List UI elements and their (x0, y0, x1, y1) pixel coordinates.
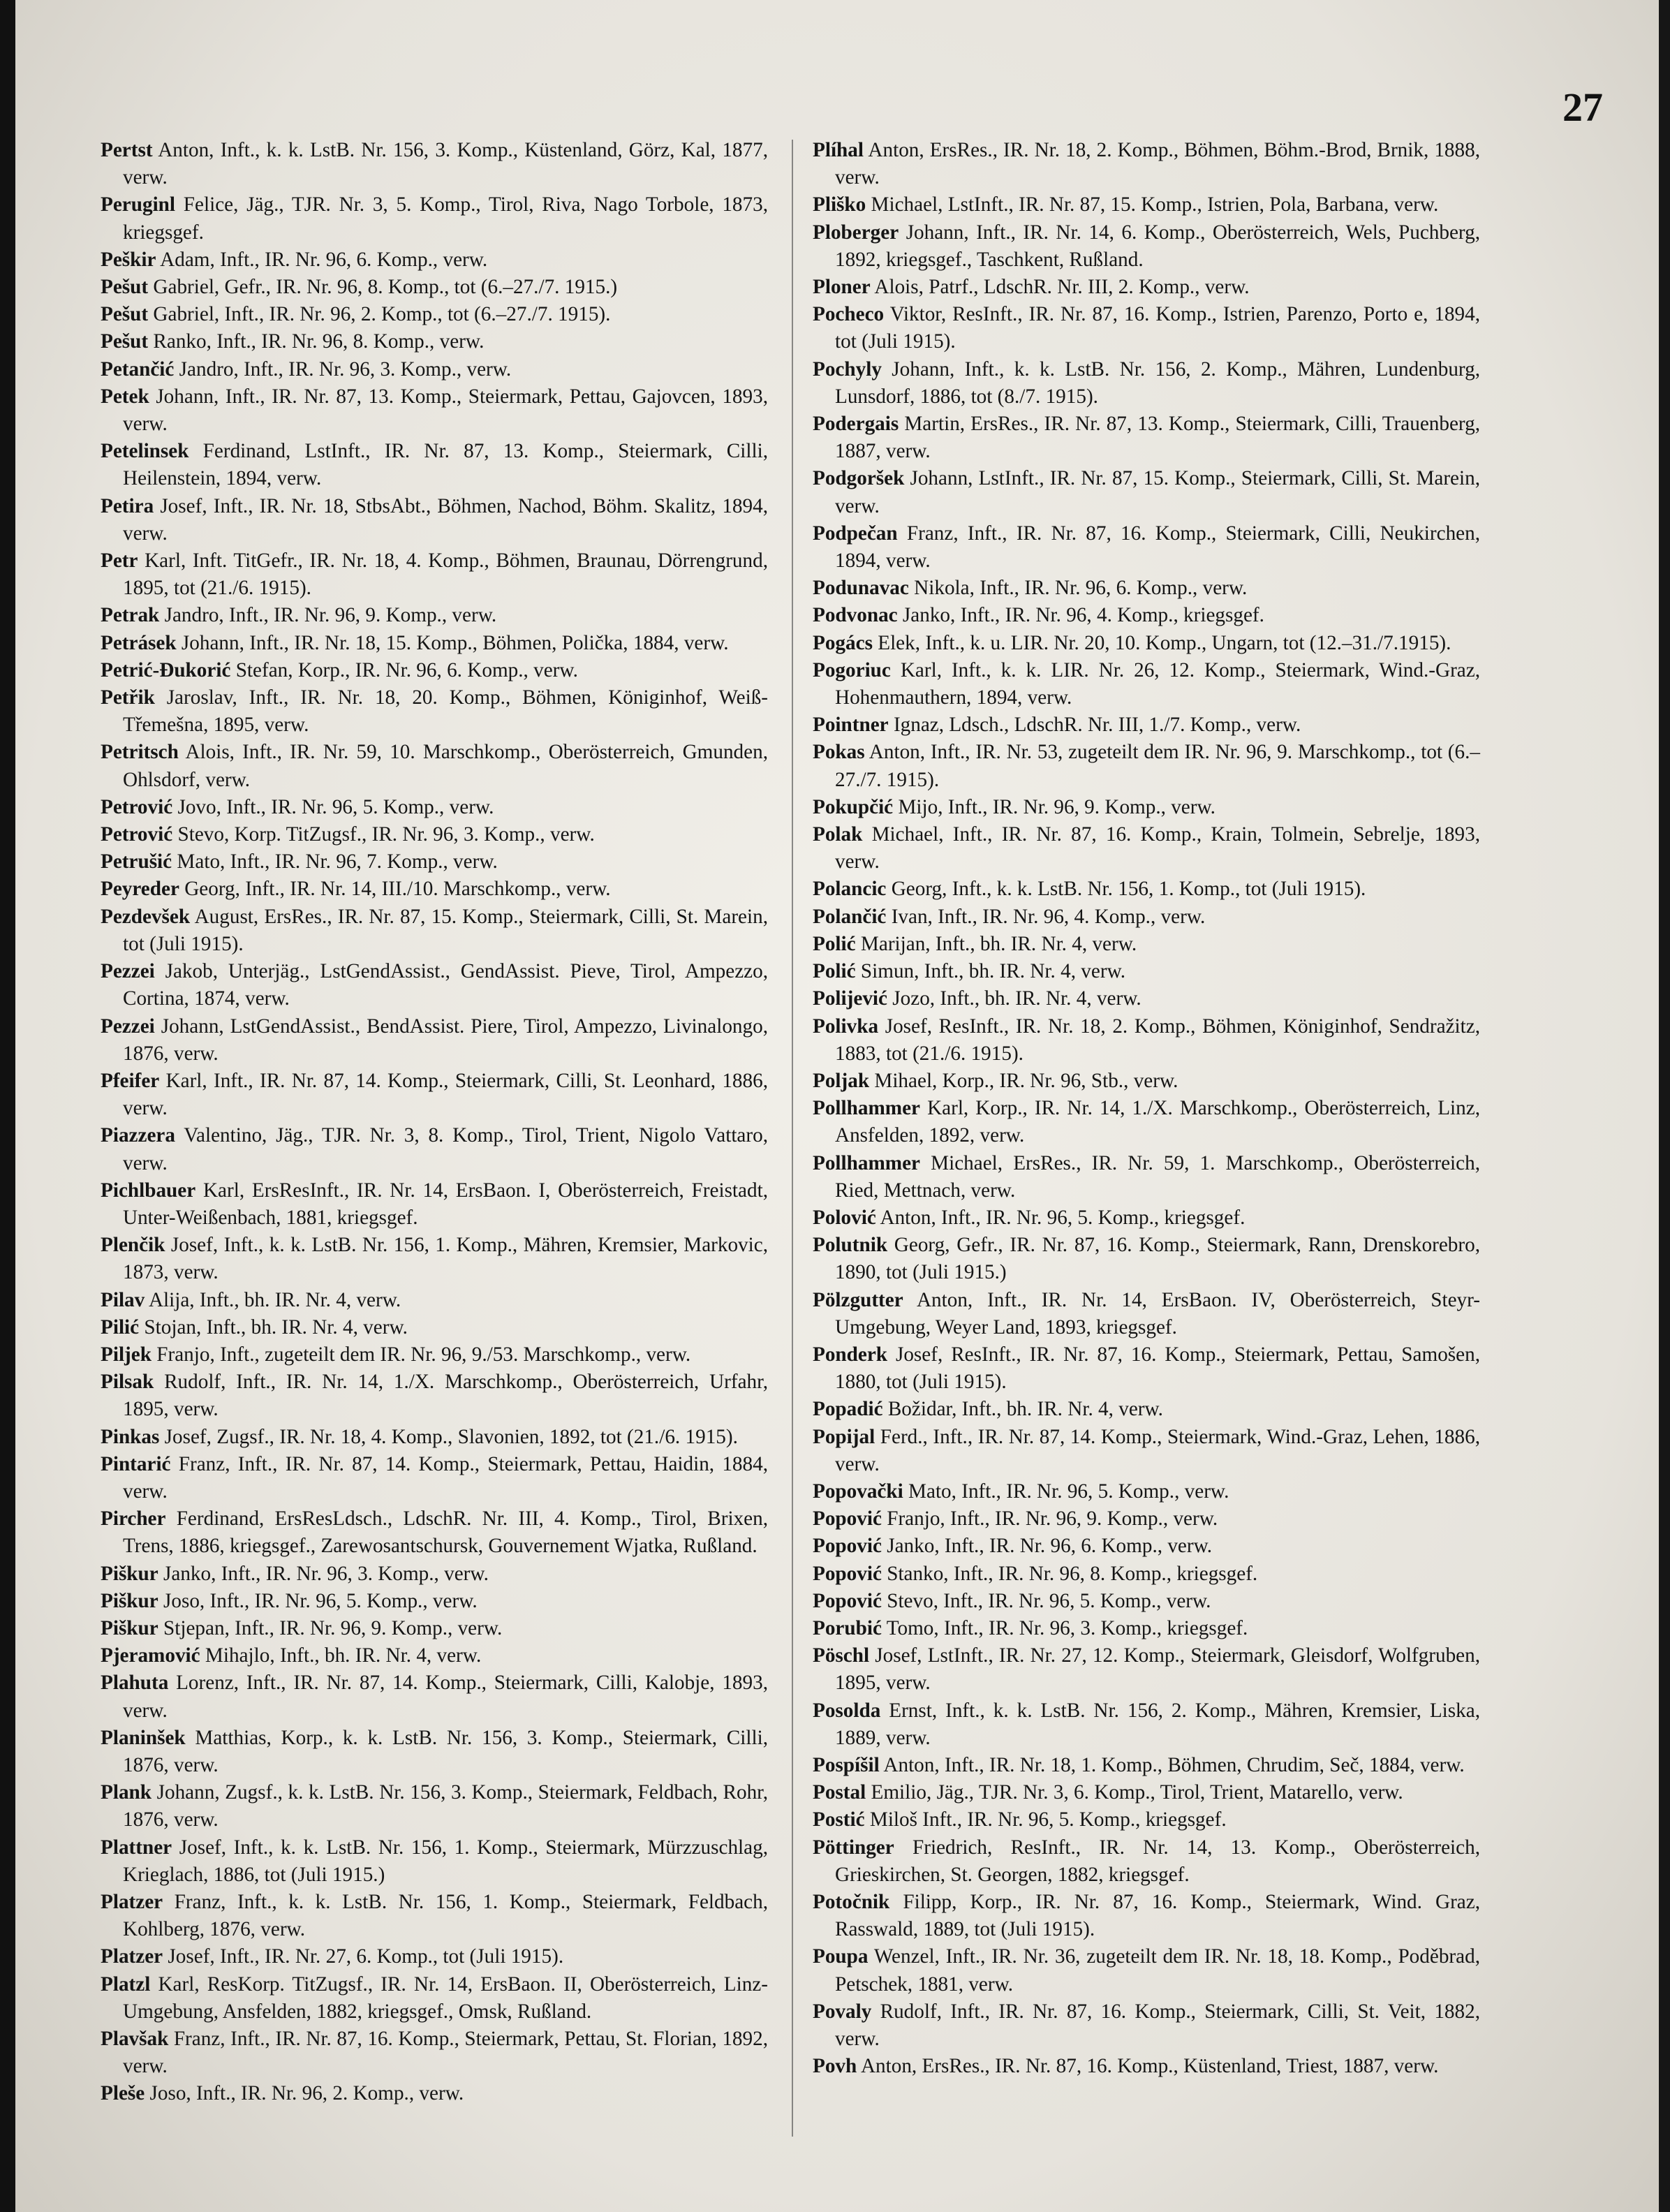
entry-surname: Popadić (813, 1398, 883, 1421)
list-entry (813, 1533, 1480, 1560)
entry-surname: Petrásek (101, 631, 177, 654)
entry-surname: Petrušić (101, 850, 172, 873)
entry-surname: Popović (813, 1535, 882, 1558)
entry-details: Janko, Inft., IR. Nr. 96, 4. Komp., kriegsgef. (902, 604, 1264, 627)
entry-details: Valentino, Jäg., TJR. Nr. 3, 8. Komp., Tirol, Trient, Nigolo Vattaro, verw. (123, 1124, 768, 1174)
entry-surname: Posolda (813, 1699, 881, 1722)
list-entry (101, 602, 768, 629)
entry-details: Johann, LstInft., IR. Nr. 87, 15. Komp., Steiermark, Cilli, St. Marein, verw. (835, 467, 1480, 517)
entry-surname: Plahuta (101, 1672, 169, 1695)
list-entry (813, 1232, 1480, 1286)
list-entry (813, 575, 1480, 602)
entry-details: Mato, Inft., IR. Nr. 96, 7. Komp., verw. (177, 850, 498, 873)
entry-details: Johann, Inft., IR. Nr. 14, 6. Komp., Oberösterreich, Wels, Puchberg, 1892, kriegsgef., Taschkent, Rußland. (835, 221, 1481, 271)
entry-details: Josef, Inft., IR. Nr. 18, StbsAbt., Böhmen, Nachod, Böhm. Skalitz, 1894, verw. (123, 494, 768, 545)
entry-surname: Popovački (813, 1480, 903, 1503)
entry-details: Anton, Inft., IR. Nr. 96, 5. Komp., kriegsgef. (880, 1206, 1246, 1229)
list-entry (813, 1588, 1480, 1615)
entry-details: Joso, Inft., IR. Nr. 96, 5. Komp., verw. (163, 1589, 478, 1612)
entry-details: Jozo, Inft., bh. IR. Nr. 4, verw. (892, 987, 1141, 1010)
entry-surname: Pliško (813, 193, 866, 216)
entry-surname: Postić (813, 1808, 865, 1831)
list-entry (101, 1889, 768, 1943)
entry-surname: Pertst (101, 139, 153, 161)
entry-details: Franz, Inft., IR. Nr. 87, 16. Komp., Steiermark, Pettau, St. Florian, 1892, verw. (123, 2028, 768, 2078)
entry-surname: Peyreder (101, 878, 179, 901)
list-entry (101, 958, 768, 1012)
entry-details: Franz, Inft., IR. Nr. 87, 16. Komp., Steiermark, Cilli, Neukirchen, 1894, verw. (835, 522, 1481, 573)
entry-surname: Polivka (813, 1015, 879, 1038)
list-entry (813, 1013, 1480, 1068)
list-entry (101, 1669, 768, 1724)
list-entry (101, 1834, 768, 1889)
entry-surname: Pogács (813, 631, 873, 654)
entry-surname: Pokas (813, 741, 865, 764)
left-column (101, 137, 768, 2108)
entry-details: Michael, LstInft., IR. Nr. 87, 15. Komp., Istrien, Pola, Barbana, verw. (871, 193, 1439, 216)
list-entry (813, 191, 1480, 219)
entry-details: Gabriel, Gefr., IR. Nr. 96, 8. Komp., tot (6.–27./7. 1915.) (153, 276, 618, 299)
entry-surname: Polutnik (813, 1234, 888, 1257)
entry-details: Karl, ResKorp. TitZugsf., IR. Nr. 14, ErsBaon. II, Oberösterreich, Linz-Umgebung, Ansfelden, 1882, kriegsgef., Omsk, Rußland. (123, 1973, 769, 2023)
list-entry (813, 1752, 1480, 1779)
list-entry (813, 356, 1480, 411)
entry-details: Martin, ErsRes., IR. Nr. 87, 13. Komp., Steiermark, Cilli, Trauenberg, 1887, verw. (835, 413, 1481, 463)
list-entry (813, 465, 1480, 519)
list-entry (101, 794, 768, 821)
entry-surname: Podvonac (813, 604, 898, 627)
entry-details: Johann, Inft., IR. Nr. 87, 13. Komp., Steiermark, Pettau, Gajovcen, 1893, verw. (123, 385, 769, 436)
entry-surname: Pospíšil (813, 1753, 880, 1776)
entry-details: Felice, Jäg., TJR. Nr. 3, 5. Komp., Tirol, Riva, Nago Torbole, 1873, kriegsgef. (123, 193, 768, 244)
list-entry (813, 821, 1480, 876)
list-entry (101, 1561, 768, 1588)
entry-surname: Plíhal (813, 139, 864, 161)
list-entry (813, 1095, 1480, 1149)
list-entry (813, 794, 1480, 821)
entry-details: Janko, Inft., IR. Nr. 96, 6. Komp., verw. (887, 1535, 1213, 1558)
entry-details: Georg, Inft., k. k. LstB. Nr. 156, 1. Komp., tot (Juli 1915). (891, 878, 1366, 901)
entry-details: Ferdinand, LstInft., IR. Nr. 87, 13. Komp., Steiermark, Cilli, Heilenstein, 1894, verw. (123, 440, 768, 490)
entry-details: Karl, Inft. TitGefr., IR. Nr. 18, 4. Komp., Böhmen, Braunau, Dörrengrund, 1895, tot (21./6. 1915). (123, 550, 768, 600)
list-entry (813, 1642, 1480, 1697)
entry-details: Alija, Inft., bh. IR. Nr. 4, verw. (148, 1288, 401, 1311)
page-number: 27 (1562, 84, 1603, 130)
entry-surname: Pintarić (101, 1452, 171, 1475)
entry-surname: Popović (813, 1562, 882, 1585)
entry-details: Mihael, Korp., IR. Nr. 96, Stb., verw. (874, 1069, 1178, 1092)
entry-surname: Polić (813, 932, 856, 955)
list-entry (813, 1287, 1480, 1341)
list-entry (813, 137, 1480, 191)
list-entry (813, 1068, 1480, 1095)
entry-surname: Plenčik (101, 1234, 165, 1257)
list-entry (813, 1943, 1480, 1998)
entry-details: Mato, Inft., IR. Nr. 96, 5. Komp., verw. (908, 1480, 1229, 1503)
entry-details: Janko, Inft., IR. Nr. 96, 3. Komp., verw. (163, 1562, 489, 1585)
entry-details: Nikola, Inft., IR. Nr. 96, 6. Komp., verw. (914, 577, 1248, 600)
entry-surname: Podergais (813, 413, 899, 436)
list-entry (101, 1615, 768, 1642)
list-entry (813, 1615, 1480, 1642)
entry-surname: Petřik (101, 686, 155, 709)
entry-details: Matthias, Korp., k. k. LstB. Nr. 156, 3. Komp., Steiermark, Cilli, 1876, verw. (123, 1726, 768, 1776)
list-entry (101, 876, 768, 903)
entry-details: Anton, Inft., IR. Nr. 18, 1. Komp., Böhmen, Chrudim, Seč, 1884, verw. (883, 1753, 1465, 1776)
entry-details: Viktor, ResInft., IR. Nr. 87, 16. Komp., Istrien, Parenzo, Porto e, 1894, tot (Juli 1915). (835, 303, 1480, 353)
list-entry (101, 547, 768, 602)
entry-surname: Polancic (813, 878, 887, 901)
list-entry (813, 1998, 1480, 2053)
list-entry (813, 1150, 1480, 1204)
entry-details: Karl, Inft., k. k. LIR. Nr. 26, 12. Komp., Steiermark, Wind.-Graz, Hohenmauthern, 1894, verw. (835, 658, 1480, 709)
column-divider (792, 140, 793, 2137)
entry-details: Anton, Inft., IR. Nr. 14, ErsBaon. IV, Oberösterreich, Steyr-Umgebung, Weyer Land, 1893, kriegsgef. (835, 1288, 1480, 1339)
entry-surname: Petr (101, 550, 138, 573)
entry-details: August, ErsRes., IR. Nr. 87, 15. Komp., Steiermark, Cilli, St. Marein, tot (Juli 1915). (123, 905, 768, 955)
entry-details: Joso, Inft., IR. Nr. 96, 2. Komp., verw. (149, 2082, 464, 2105)
entry-surname: Pešut (101, 330, 149, 353)
entry-surname: Pjeramović (101, 1644, 200, 1667)
entry-surname: Petrić-Đukorić (101, 658, 231, 681)
list-entry (813, 520, 1480, 575)
list-entry (101, 328, 768, 355)
list-entry (101, 684, 768, 739)
list-entry (101, 1122, 768, 1177)
entry-surname: Pöttinger (813, 1836, 894, 1859)
entry-surname: Polak (813, 823, 863, 846)
entry-details: Alois, Patrf., LdschR. Nr. III, 2. Komp., verw. (874, 276, 1250, 299)
entry-surname: Polović (813, 1206, 876, 1229)
list-entry (101, 274, 768, 301)
entry-details: Tomo, Inft., IR. Nr. 96, 3. Komp., kriegsgef. (886, 1616, 1248, 1639)
list-entry (813, 1889, 1480, 1943)
entry-details: Gabriel, Inft., IR. Nr. 96, 2. Komp., tot (6.–27./7. 1915). (153, 303, 611, 326)
entry-surname: Pilav (101, 1288, 145, 1311)
entry-details: Franjo, Inft., zugeteilt dem IR. Nr. 96, 9./53. Marschkomp., verw. (156, 1343, 691, 1366)
entry-surname: Pölzgutter (813, 1288, 903, 1311)
entry-details: Stjepan, Inft., IR. Nr. 96, 9. Komp., verw. (163, 1616, 503, 1639)
entry-details: Franz, Inft., k. k. LstB. Nr. 156, 1. Komp., Steiermark, Feldbach, Kohlberg, 1876, verw. (123, 1891, 769, 1941)
entry-surname: Ponderk (813, 1343, 888, 1366)
entry-details: Jandro, Inft., IR. Nr. 96, 3. Komp., verw. (179, 357, 512, 381)
list-entry (101, 493, 768, 547)
entry-surname: Planinšek (101, 1726, 186, 1749)
entry-details: Ferdinand, ErsResLdsch., LdschR. Nr. III, 4. Komp., Tirol, Brixen, Trens, 1886, kriegsgef., Zarewosantschursk, Gouvernement Wjatka, Rußland. (123, 1507, 768, 1558)
entry-surname: Popović (813, 1589, 882, 1612)
list-entry (813, 1424, 1480, 1478)
entry-details: Johann, LstGendAssist., BendAssist. Piere, Tirol, Ampezzo, Livinalongo, 1876, verw. (123, 1015, 768, 1065)
list-entry (101, 2080, 768, 2107)
entry-surname: Piškur (101, 1616, 158, 1639)
entry-surname: Petelinsek (101, 440, 189, 463)
entry-surname: Postal (813, 1781, 866, 1804)
list-entry (101, 246, 768, 274)
entry-details: Božidar, Inft., bh. IR. Nr. 4, verw. (887, 1398, 1163, 1421)
list-entry (101, 1451, 768, 1505)
entry-surname: Piškur (101, 1589, 158, 1612)
entry-details: Franjo, Inft., IR. Nr. 96, 9. Komp., verw. (887, 1507, 1218, 1531)
entry-surname: Pointner (813, 714, 889, 737)
entry-surname: Piazzera (101, 1124, 175, 1147)
entry-details: Anton, Inft., IR. Nr. 53, zugeteilt dem IR. Nr. 96, 9. Marschkomp., tot (6.–27./7. 1915). (835, 741, 1481, 791)
entry-surname: Podunavac (813, 577, 909, 600)
entry-surname: Pfeifer (101, 1069, 160, 1092)
list-entry (813, 1505, 1480, 1533)
entry-surname: Povaly (813, 2000, 872, 2023)
entry-details: Josef, Inft., IR. Nr. 27, 6. Komp., tot (Juli 1915). (168, 1945, 564, 1968)
entry-details: Elek, Inft., k. u. LIR. Nr. 20, 10. Komp., Ungarn, tot (12.–31./7.1915). (878, 631, 1451, 654)
entry-surname: Plavšak (101, 2028, 169, 2051)
list-entry (813, 958, 1480, 985)
list-entry (101, 191, 768, 246)
list-entry (813, 739, 1480, 793)
entry-surname: Pollhammer (813, 1151, 921, 1174)
entry-details: Johann, Inft., k. k. LstB. Nr. 156, 2. Komp., Mähren, Lundenburg, Lunsdorf, 1886, tot (8./7. 1915). (835, 357, 1481, 408)
entry-surname: Ploner (813, 276, 871, 299)
entry-surname: Pilić (101, 1315, 140, 1339)
list-entry (813, 1697, 1480, 1752)
entry-details: Jakob, Unterjäg., LstGendAssist., GendAssist. Pieve, Tirol, Ampezzo, Cortina, 1874, verw. (123, 960, 768, 1010)
entry-details: Simun, Inft., bh. IR. Nr. 4, verw. (860, 960, 1126, 983)
entry-surname: Pokupčić (813, 795, 894, 818)
entry-details: Ernst, Inft., k. k. LstB. Nr. 156, 2. Komp., Mähren, Kremsier, Liska, 1889, verw. (835, 1699, 1480, 1749)
entry-surname: Pezzei (101, 1015, 155, 1038)
list-entry (813, 931, 1480, 958)
list-entry (101, 1341, 768, 1369)
entry-details: Stevo, Inft., IR. Nr. 96, 5. Komp., verw. (887, 1589, 1211, 1612)
entry-surname: Platzl (101, 1973, 151, 1996)
list-entry (813, 1806, 1480, 1834)
list-entry (101, 1588, 768, 1615)
entry-surname: Petira (101, 494, 154, 517)
entry-surname: Petrović (101, 823, 173, 846)
list-entry (101, 904, 768, 958)
entry-surname: Platzer (101, 1945, 163, 1968)
entry-surname: Pilsak (101, 1371, 154, 1394)
entry-surname: Plank (101, 1781, 152, 1804)
list-entry (813, 1478, 1480, 1505)
entry-details: Miloš Inft., IR. Nr. 96, 5. Komp., kriegsgef. (869, 1808, 1227, 1831)
entry-details: Josef, ResInft., IR. Nr. 87, 16. Komp., Steiermark, Pettau, Samošen, 1880, tot (Juli 1915). (835, 1343, 1480, 1394)
entry-details: Anton, Inft., k. k. LstB. Nr. 156, 3. Komp., Küstenland, Görz, Kal, 1877, verw. (123, 139, 768, 189)
entry-surname: Peruginl (101, 193, 176, 216)
list-entry (813, 1341, 1480, 1396)
list-entry (813, 630, 1480, 657)
list-entry (813, 274, 1480, 301)
entry-details: Karl, Inft., IR. Nr. 87, 14. Komp., Steiermark, Cilli, St. Leonhard, 1886, verw. (123, 1069, 768, 1120)
list-entry (813, 411, 1480, 465)
entry-surname: Pollhammer (813, 1097, 921, 1120)
entry-details: Stanko, Inft., IR. Nr. 96, 8. Komp., kriegsgef. (887, 1562, 1258, 1585)
entry-details: Johann, Zugsf., k. k. LstB. Nr. 156, 3. Komp., Steiermark, Feldbach, Rohr, 1876, verw. (123, 1781, 769, 1831)
entry-details: Rudolf, Inft., IR. Nr. 87, 16. Komp., Steiermark, Cilli, St. Veit, 1882, verw. (835, 2000, 1481, 2051)
entry-surname: Pleše (101, 2082, 145, 2105)
entry-surname: Piljek (101, 1343, 152, 1366)
entry-details: Filipp, Korp., IR. Nr. 87, 16. Komp., Steiermark, Wind. Graz, Rasswald, 1889, tot (Juli 1915). (835, 1891, 1481, 1941)
entry-surname: Popović (813, 1507, 882, 1531)
list-entry (101, 301, 768, 328)
entry-details: Rudolf, Inft., IR. Nr. 14, 1./X. Marschkomp., Oberösterreich, Urfahr, 1895, verw. (123, 1371, 768, 1421)
list-entry (101, 1505, 768, 1560)
entry-surname: Povh (813, 2055, 857, 2078)
entry-details: Ferd., Inft., IR. Nr. 87, 14. Komp., Steiermark, Wind.-Graz, Lehen, 1886, verw. (835, 1425, 1481, 1475)
entry-details: Stevo, Korp. TitZugsf., IR. Nr. 96, 3. Komp., verw. (177, 823, 595, 846)
list-entry (101, 739, 768, 793)
list-entry (101, 1177, 768, 1232)
entry-surname: Podgoršek (813, 467, 905, 490)
entry-surname: Petrović (101, 795, 173, 818)
entry-surname: Popijal (813, 1425, 875, 1448)
entry-details: Mijo, Inft., IR. Nr. 96, 9. Komp., verw. (898, 795, 1215, 818)
entry-surname: Pircher (101, 1507, 166, 1531)
list-entry (101, 356, 768, 383)
list-entry (101, 1971, 768, 2026)
list-entry (813, 1204, 1480, 1232)
entry-details: Stojan, Inft., bh. IR. Nr. 4, verw. (144, 1315, 408, 1339)
entry-surname: Pogoriuc (813, 658, 891, 681)
entry-details: Josef, LstInft., IR. Nr. 27, 12. Komp., Steiermark, Gleisdorf, Wolfgruben, 1895, verw. (835, 1644, 1481, 1695)
list-entry (813, 1561, 1480, 1588)
entry-details: Anton, ErsRes., IR. Nr. 18, 2. Komp., Böhmen, Böhm.-Brod, Brnik, 1888, verw. (835, 139, 1480, 189)
entry-surname: Peškir (101, 248, 156, 271)
entry-details: Franz, Inft., IR. Nr. 87, 14. Komp., Steiermark, Pettau, Haidin, 1884, verw. (123, 1452, 769, 1503)
entry-surname: Poupa (813, 1945, 869, 1968)
list-entry (101, 1068, 768, 1122)
entry-details: Josef, Inft., k. k. LstB. Nr. 156, 1. Komp., Steiermark, Mürzzuschlag, Krieglach, 1886, tot (Juli 1915.) (123, 1836, 768, 1886)
entry-details: Michael, ErsRes., IR. Nr. 59, 1. Marschkomp., Oberösterreich, Ried, Mettnach, verw. (835, 1151, 1481, 1202)
entry-surname: Poljak (813, 1069, 870, 1092)
entry-details: Ignaz, Ldsch., LdschR. Nr. III, 1./7. Komp., verw. (893, 714, 1301, 737)
list-entry (101, 1725, 768, 1779)
entry-details: Marijan, Inft., bh. IR. Nr. 4, verw. (860, 932, 1137, 955)
entry-surname: Petek (101, 385, 149, 408)
list-entry (813, 1779, 1480, 1806)
list-entry (813, 2053, 1480, 2080)
list-entry (813, 711, 1480, 739)
entry-details: Karl, ErsResInft., IR. Nr. 14, ErsBaon. I, Oberösterreich, Freistadt, Unter-Weißenbach, 1881, kriegsgef. (123, 1179, 768, 1229)
entry-details: Jovo, Inft., IR. Nr. 96, 5. Komp., verw. (177, 795, 494, 818)
entry-surname: Pezdevšek (101, 905, 191, 928)
entry-surname: Platzer (101, 1891, 163, 1913)
entry-details: Anton, ErsRes., IR. Nr. 87, 16. Komp., Küstenland, Triest, 1887, verw. (860, 2055, 1439, 2078)
entry-surname: Pichlbauer (101, 1179, 196, 1202)
entry-surname: Petritsch (101, 741, 179, 764)
entry-surname: Piškur (101, 1562, 158, 1585)
entry-details: Ranko, Inft., IR. Nr. 96, 8. Komp., verw. (153, 330, 485, 353)
entry-surname: Pochyly (813, 357, 882, 381)
list-entry (101, 848, 768, 876)
entry-details: Johann, Inft., IR. Nr. 18, 15. Komp., Böhmen, Polička, 1884, verw. (181, 631, 729, 654)
list-entry (101, 137, 768, 191)
list-entry (101, 1642, 768, 1669)
entry-surname: Pezzei (101, 960, 155, 983)
entry-details: Wenzel, Inft., IR. Nr. 36, zugeteilt dem IR. Nr. 18, 18. Komp., Poděbrad, Petschek, 1881, verw. (835, 1945, 1480, 1996)
list-entry (101, 630, 768, 657)
entry-surname: Petančić (101, 357, 175, 381)
entry-details: Michael, Inft., IR. Nr. 87, 16. Komp., Krain, Tolmein, Sebrelje, 1893, verw. (835, 823, 1481, 873)
list-entry (813, 301, 1480, 355)
entry-details: Karl, Korp., IR. Nr. 14, 1./X. Marschkomp., Oberösterreich, Linz, Ansfelden, 1892, verw. (835, 1097, 1480, 1147)
list-entry (101, 657, 768, 684)
entry-details: Jandro, Inft., IR. Nr. 96, 9. Komp., verw. (164, 604, 497, 627)
entry-details: Josef, Zugsf., IR. Nr. 18, 4. Komp., Slavonien, 1892, tot (21./6. 1915). (164, 1425, 738, 1448)
list-entry (101, 1424, 768, 1451)
right-column (813, 137, 1480, 2080)
list-entry (813, 657, 1480, 711)
list-entry (101, 1369, 768, 1423)
entry-surname: Plattner (101, 1836, 172, 1859)
entry-details: Georg, Inft., IR. Nr. 14, III./10. Marschkomp., verw. (184, 878, 611, 901)
list-entry (101, 438, 768, 492)
entry-details: Lorenz, Inft., IR. Nr. 87, 14. Komp., Steiermark, Cilli, Kalobje, 1893, verw. (123, 1672, 768, 1722)
entry-details: Josef, Inft., k. k. LstB. Nr. 156, 1. Komp., Mähren, Kremsier, Markovic, 1873, verw. (123, 1234, 769, 1284)
entry-surname: Pešut (101, 276, 149, 299)
entry-surname: Polić (813, 960, 856, 983)
entry-surname: Pöschl (813, 1644, 870, 1667)
list-entry (813, 219, 1480, 274)
entry-details: Alois, Inft., IR. Nr. 59, 10. Marschkomp., Oberösterreich, Gmunden, Ohlsdorf, verw. (123, 741, 768, 791)
entry-details: Jaroslav, Inft., IR. Nr. 18, 20. Komp., Böhmen, Königinhof, Weiß-Třemešna, 1895, verw. (123, 686, 769, 737)
list-entry (813, 1396, 1480, 1423)
entry-surname: Ploberger (813, 221, 899, 244)
list-entry (813, 602, 1480, 629)
list-entry (101, 821, 768, 848)
entry-details: Stefan, Korp., IR. Nr. 96, 6. Komp., verw. (235, 658, 578, 681)
entry-details: Mihajlo, Inft., bh. IR. Nr. 4, verw. (205, 1644, 482, 1667)
list-entry (101, 383, 768, 438)
entry-details: Georg, Gefr., IR. Nr. 87, 16. Komp., Steiermark, Rann, Drenskorebro, 1890, tot (Juli 1915.) (835, 1234, 1480, 1284)
entry-details: Emilio, Jäg., TJR. Nr. 3, 6. Komp., Tirol, Trient, Matarello, verw. (871, 1781, 1403, 1804)
entry-surname: Petrak (101, 604, 160, 627)
list-entry (813, 985, 1480, 1012)
entry-details: Ivan, Inft., IR. Nr. 96, 4. Komp., verw. (891, 905, 1206, 928)
entry-surname: Potočnik (813, 1891, 890, 1913)
list-entry (101, 1314, 768, 1341)
list-entry (101, 1232, 768, 1286)
list-entry (101, 1287, 768, 1314)
entry-surname: Podpečan (813, 522, 898, 545)
list-entry (101, 1779, 768, 1834)
entry-surname: Polančić (813, 905, 887, 928)
entry-surname: Pešut (101, 303, 149, 326)
entry-details: Friedrich, ResInft., IR. Nr. 14, 13. Komp., Oberösterreich, Grieskirchen, St. Georgen, 1882, kriegsgef. (835, 1836, 1481, 1886)
entry-surname: Polijević (813, 987, 887, 1010)
entry-details: Adam, Inft., IR. Nr. 96, 6. Komp., verw. (160, 248, 488, 271)
entry-surname: Porubić (813, 1616, 882, 1639)
list-entry (813, 904, 1480, 931)
list-entry (101, 1943, 768, 1970)
entry-surname: Pocheco (813, 303, 885, 326)
entry-details: Josef, ResInft., IR. Nr. 18, 2. Komp., Böhmen, Königinhof, Sendražitz, 1883, tot (21./6. 1915). (835, 1015, 1480, 1065)
list-entry (101, 2026, 768, 2080)
entry-surname: Pinkas (101, 1425, 160, 1448)
list-entry (813, 1834, 1480, 1889)
list-entry (813, 876, 1480, 903)
list-entry (101, 1013, 768, 1068)
